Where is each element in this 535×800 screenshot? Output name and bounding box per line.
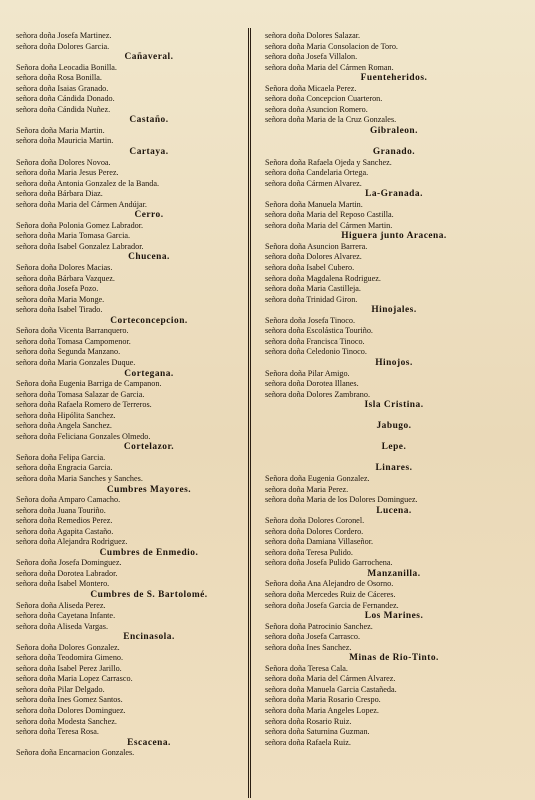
list-item: señora doña Isabel Cubero. <box>265 263 355 273</box>
list-item: Señora doña Amparo Camacho. <box>16 495 121 505</box>
town-heading: Granado. <box>372 147 416 158</box>
list-item: señora doña Maria Angeles Lopez. <box>265 706 379 715</box>
list-item: señora doña Maria Gonzales Duque. <box>16 357 136 367</box>
list-item: Señora doña Dolores Coronel. <box>265 516 365 526</box>
list-item: Señora doña Josefa Tinoco. <box>265 315 356 325</box>
list-item: Señora doña Pilar Amigo. <box>265 368 350 378</box>
town-heading: Isla Cristina. <box>364 400 424 411</box>
list-item: señora doña Feliciana Gonzales Olmedo. <box>16 431 151 441</box>
list-item: señora doña Saturnina Guzman. <box>265 727 370 737</box>
list-item: señora doña Alejandra Rodriguez. <box>16 537 128 547</box>
list-item: señora doña Tomasa Campomenor. <box>16 336 131 346</box>
list-item: señora doña Maria Castilleja. <box>265 284 361 294</box>
town-heading: Cortelazor. <box>123 442 175 453</box>
list-item: señora doña Celedonio Tinoco. <box>265 347 367 357</box>
list-item: señora doña Dorotea Illanes. <box>265 379 359 389</box>
town-heading: Jabugo. <box>376 421 412 432</box>
list-item: Señora doña Vicenta Barranquero. <box>16 326 129 336</box>
list-item: señora doña Magdalena Rodriguez. <box>265 273 381 283</box>
list-item: señora doña Dolores Garcia. <box>16 41 110 51</box>
list-item: señora doña Damiana Villaseñor. <box>265 537 374 547</box>
town-heading: Cañaveral. <box>124 52 174 63</box>
town-heading: Linares. <box>375 463 413 474</box>
list-item: Señora doña Eugenia Gonzalez. <box>265 473 370 483</box>
town-heading: La-Granada. <box>365 189 423 200</box>
list-item: señora doña Agapita Castaño. <box>16 526 114 536</box>
list-item: señora doña Modesta Sanchez. <box>16 716 117 726</box>
list-item: Señora doña Leocadia Bonilla. <box>16 62 117 72</box>
list-item: señora doña Josefa Pulido Garrochena. <box>265 558 393 568</box>
blank-line <box>265 411 523 422</box>
list-item: señora doña Maria Tomasa Garcia. <box>16 231 131 241</box>
list-item: señora doña Bárbara Vazquez. <box>16 273 115 283</box>
list-item: señora doña Remedios Perez. <box>16 516 113 526</box>
list-item: señora doña Cármen Alvarez. <box>265 178 362 188</box>
list-item: señora doña Maria Perez. <box>265 484 349 494</box>
list-item: señora doña Isabel Montero. <box>16 579 110 589</box>
list-item: Señora doña Dolores Macias. <box>16 263 113 273</box>
list-item: señora doña Pilar Delgado. <box>16 684 105 694</box>
town-heading: Manzanilla. <box>367 568 421 579</box>
left-column <box>16 31 242 800</box>
list-item: señora doña Isaias Granado. <box>16 83 109 93</box>
list-item: Señora doña Ana Alejandro de Osorno. <box>265 579 394 589</box>
town-heading: Minas de Rio-Tinto. <box>349 653 439 664</box>
list-item: Señora doña Teresa Cala. <box>265 663 348 673</box>
list-item: señora doña Cándida Nuñez. <box>16 104 111 114</box>
town-heading: Gibraleon. <box>370 125 418 136</box>
list-item: Señora doña Maria Martin. <box>16 125 105 135</box>
list-item: señora doña Manuela Garcia Castañeda. <box>265 684 397 694</box>
town-heading: Cumbres Mayores. <box>106 484 192 495</box>
list-item: señora doña Trinidad Giron. <box>265 294 358 304</box>
town-heading: Fuenteheridos. <box>360 73 428 84</box>
town-heading: Lepe. <box>381 442 407 453</box>
list-item: señora doña Maria de la Cruz Gonzales. <box>265 115 397 125</box>
list-item: señora doña Maria Consolacion de Toro. <box>265 41 398 51</box>
list-item: señora doña Rosa Bonilla. <box>16 73 102 83</box>
list-item: señora doña Ines Gomez Santos. <box>16 695 123 705</box>
town-heading: Escacena. <box>127 737 171 748</box>
list-item: señora doña Mauricia Martin. <box>16 136 114 146</box>
list-item: señora doña Escolástica Touriño. <box>265 326 373 336</box>
list-item: señora doña Engracia Garcia. <box>16 463 113 473</box>
list-item: Señora doña Encarnacion Gonzales. <box>16 748 135 758</box>
list-item: Señora doña Dolores Novoa. <box>16 157 111 167</box>
list-item: señora doña Teresa Rosa. <box>16 727 99 737</box>
town-heading: Cortegana. <box>124 368 174 379</box>
list-item: Señora doña Felipa Garcia. <box>16 452 106 462</box>
list-item: Señora doña Asuncion Barrera. <box>265 241 368 251</box>
list-item: Señora doña Patrocinio Sanchez. <box>265 621 373 631</box>
list-item: señora doña Tomasa Salazar de Garcia. <box>16 389 145 399</box>
list-item: señora doña Maria Monge. <box>16 294 105 304</box>
blank-line <box>265 136 523 147</box>
list-item: Señora doña Josefa Dominguez. <box>16 558 122 568</box>
list-item: señora doña Josefa Martinez. <box>16 31 112 40</box>
town-heading: Lucena. <box>376 505 412 516</box>
town-heading: Castaño. <box>129 115 169 126</box>
list-item: señora doña Aliseda Vargas. <box>16 621 109 631</box>
list-item: señora doña Juana Touriño. <box>16 505 106 515</box>
list-item: señora doña Teodomira Gimeno. <box>16 653 124 663</box>
right-column <box>265 31 523 800</box>
list-item: señora doña Ines Sanchez. <box>265 642 352 652</box>
list-item: señora doña Maria del Cármen Alvarez. <box>265 674 396 684</box>
list-item: Señora doña Dolores Gonzalez. <box>16 642 120 652</box>
list-item: Señora doña Micaela Perez. <box>265 83 357 93</box>
list-item: señora doña Dolores Alvarez. <box>265 252 362 262</box>
list-item: señora doña Concepcion Cuarteron. <box>265 94 383 104</box>
list-item: señora doña Maria del Cármen Roman. <box>265 62 394 72</box>
list-item: señora doña Antonia Gonzalez de la Banda. <box>16 178 160 188</box>
list-item: señora doña Maria del Cármen Andújar. <box>16 199 147 209</box>
list-item: señora doña Segunda Manzano. <box>16 347 121 357</box>
list-item: señora doña Maria del Reposo Castilla. <box>265 210 394 220</box>
blank-line <box>265 453 523 464</box>
list-item: señora doña Josefa Carrasco. <box>265 632 361 642</box>
list-item: señora doña Josefa Pozo. <box>16 284 99 294</box>
list-item: señora doña Francisca Tinoco. <box>265 336 365 346</box>
list-item: señora doña Isabel Gonzalez Labrador. <box>16 241 144 251</box>
list-item: señora doña Maria Rosario Crespo. <box>265 695 381 705</box>
list-item: señora doña Josefa Villalon. <box>265 52 358 62</box>
list-item: señora doña Angela Sanchez. <box>16 421 112 431</box>
list-item: Señora doña Eugenia Barriga de Campanon. <box>16 379 162 389</box>
list-item: Señora doña Manuela Martin. <box>265 199 363 209</box>
list-item: señora doña Cayetana Infante. <box>16 611 116 621</box>
list-item: señora doña Maria del Cármen Martin. <box>265 220 393 230</box>
list-item: señora doña Cándida Donado. <box>16 94 115 104</box>
town-heading: Cartaya. <box>129 147 169 158</box>
blank-line <box>265 432 523 443</box>
list-item: señora doña Rosario Ruiz. <box>265 716 352 726</box>
list-item: señora doña Maria de los Dolores Dominguez. <box>265 495 418 505</box>
list-item: señora doña Bárbara Diaz. <box>16 189 103 199</box>
list-item: señora doña Candelaria Ortega. <box>265 168 369 178</box>
town-heading: Higuera junto Aracena. <box>341 231 447 242</box>
town-heading: Corteconcepcion. <box>110 315 188 326</box>
list-item: señora doña Josefa Garcia de Fernandez. <box>265 600 399 610</box>
town-heading: Hinojos. <box>375 357 413 368</box>
list-item: señora doña Dorotea Labrador. <box>16 568 118 578</box>
list-item: señora doña Isabel Tirado. <box>16 305 103 315</box>
list-item: señora doña Dolores Cordero. <box>265 526 364 536</box>
town-heading: Chucena. <box>128 252 170 263</box>
column-divider <box>248 28 251 798</box>
town-heading: Cumbres de S. Bartolomé. <box>90 589 208 600</box>
list-item: señora doña Rafaela Romero de Terreros. <box>16 400 152 410</box>
town-heading: Cerro. <box>134 210 164 221</box>
list-item: Señora doña Polonia Gomez Labrador. <box>16 220 144 230</box>
list-item: Señora doña Rafaela Ojeda y Sanchez. <box>265 157 392 167</box>
town-heading: Encinasola. <box>123 632 175 643</box>
town-heading: Cumbres de Enmedio. <box>99 547 199 558</box>
town-heading: Los Marines. <box>364 611 424 622</box>
list-item: señora doña Dolores Salazar. <box>265 31 361 40</box>
list-item: señora doña Mercedes Ruiz de Cáceres. <box>265 589 396 599</box>
list-item: señora doña Rafaela Ruiz. <box>265 737 351 747</box>
list-item: señora doña Dolores Dominguez. <box>16 706 126 715</box>
list-item: señora doña Dolores Zambrano. <box>265 389 371 399</box>
list-item: señora doña Teresa Pulido. <box>265 547 353 557</box>
list-item: señora doña Maria Lopez Carrasco. <box>16 674 133 684</box>
list-item: Señora doña Aliseda Perez. <box>16 600 106 610</box>
list-item: señora doña Asuncion Romero. <box>265 104 368 114</box>
list-item: señora doña Maria Sanches y Sanches. <box>16 473 143 483</box>
town-heading: Hinojales. <box>371 305 417 316</box>
list-item: señora doña Hipólita Sanchez. <box>16 410 116 420</box>
list-item: señora doña Maria Jesus Perez. <box>16 168 119 178</box>
list-item: señora doña Isabel Perez Jarillo. <box>16 663 122 673</box>
